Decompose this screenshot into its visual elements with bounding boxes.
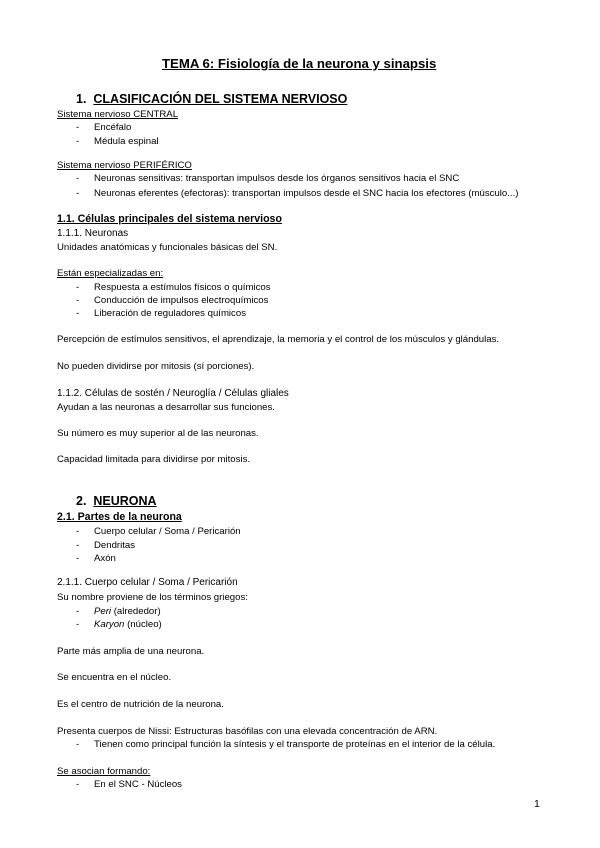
subsection-2-1-1-heading: 2.1.1. Cuerpo celular / Soma / Pericarión [57, 577, 238, 588]
section-1-title: CLASIFICACIÓN DEL SISTEMA NERVIOSO [93, 92, 348, 106]
paragraph: Percepción de estímulos sensitivos, el aprendizaje, la memoria y el control de los músculos y glándulas. [57, 334, 500, 345]
paragraph: Ayudan a las neuronas a desarrollar sus funciones. [57, 402, 275, 413]
paragraph: Capacidad limitada para dividirse por mitosis. [57, 454, 251, 465]
section-2-heading [76, 493, 157, 509]
subsection-1-1-1-heading: 1.1.1. Neuronas [57, 228, 129, 239]
paragraph: Su número es muy superior al de las neuronas. [57, 428, 259, 439]
paragraph: Unidades anatómicas y funcionales básicas del SN. [57, 242, 278, 253]
section-1-1-heading: 1.1. Células principales del sistema nervioso [57, 213, 282, 225]
section-2-1-heading: 2.1. Partes de la neurona [57, 511, 182, 523]
central-nervous-system-label: Sistema nervioso CENTRAL [57, 109, 179, 120]
paragraph: Su nombre proviene de los términos griegos: [57, 592, 248, 603]
peripheral-nervous-system-label: Sistema nervioso PERIFÉRICO [57, 160, 192, 171]
section-1-number: 1. [76, 92, 87, 106]
section-1-heading [76, 91, 347, 107]
paragraph: Es el centro de nutrición de la neurona. [57, 699, 224, 710]
document-title: TEMA 6: Fisiología de la neurona y sinapsis [162, 56, 437, 71]
paragraph: Parte más amplia de una neurona. [57, 646, 205, 657]
paragraph: Presenta cuerpos de Nissi: Estructuras basófilas con una elevada concentración de ARN. [57, 726, 438, 737]
associate-forming-label: Se asocian formando: [57, 766, 151, 777]
page-number: 1 [534, 798, 540, 810]
paragraph: Se encuentra en el núcleo. [57, 672, 172, 683]
section-2-title: NEURONA [93, 494, 157, 508]
document-page: TEMA 6: Fisiología de la neurona y sinapsis 1. CLASIFICACIÓN DEL SISTEMA NERVIOSO Sistema nervioso CENTRAL - Encéfalo - Médula espinal Sistema nervioso PERIFÉRICO - Neuronas sensitivas: transportan impulsos desde los órganos sensitivos hacia el SNC - Neuronas eferentes (efectoras): transportan impulsos desde el SNC hacia los efectores (músculo...) 1.1. Células principales del sistema nervioso 1.1.1. Neuronas Unidades anatómicas y funcionales básicas del SN. Están especializadas en: - Respuesta a estímulos físicos o químicos - Conducción de impulsos electroquímicos - Liberación de reguladores químicos Percepción de estímulos sensitivos, el aprendizaje, la memoria y el control de los músculos y glándulas. No pueden dividirse por mitosis (sí porciones). 1.1.2. Células de sostén / Neuroglía / Células gliales Ayudan a las neuronas a desarrollar sus funciones. Su número es muy superior al de las neuronas. Capacidad limitada para dividirse por mitosis. 2. NEURONA 2.1. Partes de la neurona - Cuerpo celular / Soma / Pericarión - Dendritas - Axón 2.1.1. Cuerpo celular / Soma / Pericarión Su nombre proviene de los términos griegos: - Peri (alrededor) - Karyon (núcleo) Parte más amplia de una neurona. Se encuentra en el núcleo. Es el centro de nutrición de la neurona. Presenta cuerpos de Nissi: Estructuras basófilas con una elevada concentración de ARN. - Tienen como principal función la síntesis y el transporte de proteínas en el interior de la célula. Se asocian formando: - En el SNC - Núcleos 1 [57, 56, 540, 810]
section-2-number: 2. [76, 494, 87, 508]
paragraph: No pueden dividirse por mitosis (sí porciones). [57, 361, 255, 372]
specialized-in-label: Están especializadas en: [57, 268, 164, 279]
subsection-1-1-2-heading: 1.1.2. Células de sostén / Neuroglía / Células gliales [57, 388, 289, 399]
